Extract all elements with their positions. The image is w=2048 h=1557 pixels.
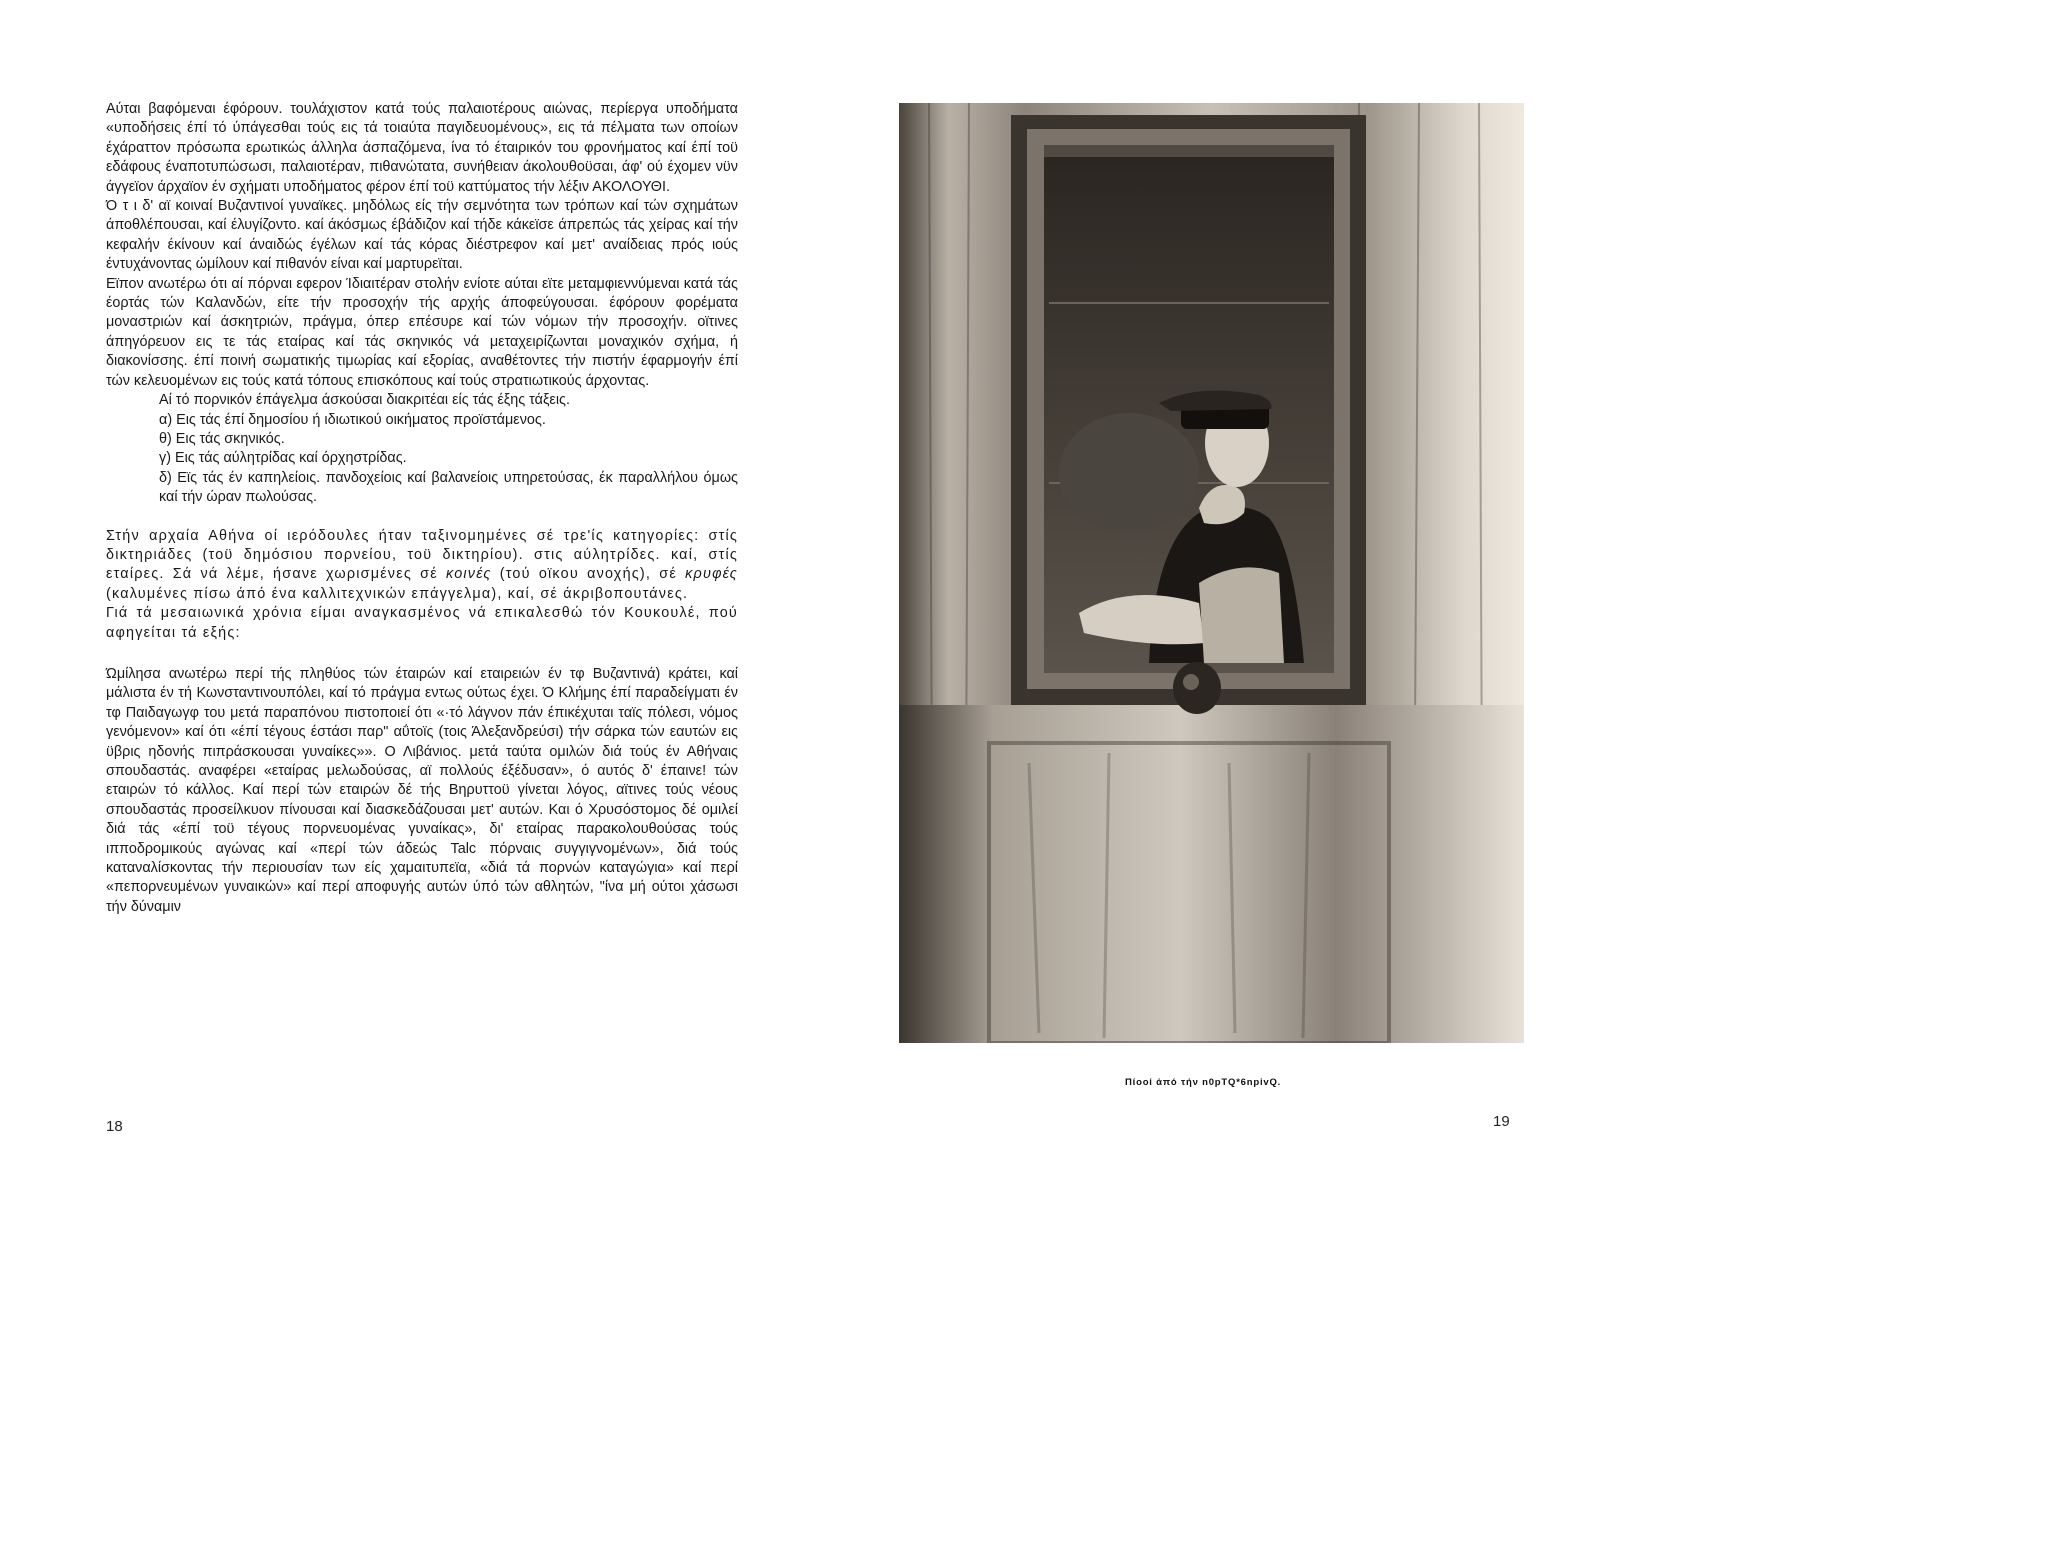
classes-list: [106, 391, 738, 507]
page-number-left: 18: [106, 1118, 123, 1135]
paragraph-attire: [106, 275, 738, 391]
paragraph-byzantine-women: [106, 197, 738, 275]
list-item: θ) Εις τάς σκηνικός.: [159, 430, 285, 447]
paragraph-footwear: [106, 100, 738, 197]
list-item: γ) Εις τάς αύλητρίδας καί όρχηστρίδας.: [159, 450, 407, 467]
paragraph-ancient-athens: [106, 527, 738, 643]
list-item: α) Εις τάς έπί δημοσίου ή ιδιωτικού οικήματος προϊστάμενος.: [159, 411, 546, 428]
text-paragraph: Αύται βαφόμεναι έφόρουν. τουλάχιστον κατά τούς παλαιοτέρους αιώνας, περίεργα υποδήματα «υποδήσεις έπί τό ύπάγεσθαι τούς εις τά τοιαύτα παγιδευομένους», εις τά πέλματα των οποίων έχάραττον πρόσωπα ερωτικώς άλληλα άσπαζόμενα, ίνα τό έταιρικόν του φρονήματος καί έπί τοϋ εδάφους έναποτυπώσωσι, παλαιοτέραν, πιθανώτατα, συνήθειαν άκολουθοϋσαι, άφ' ού έχομεν νϋν άγγεϊον άρχαϊον έν σχήματι υποδήματος φέρον έπί τοϋ καττύματος τήν λέξιν ΑΚΟΛΟΥΘΙ.: [106, 101, 738, 195]
text-run: (καλυμένες πίσω άπό ένα καλλιτεχνικών επάγγελμα), καί, σέ άκριβοπουτάνες.: [106, 585, 689, 602]
photo-caption: Πίοοί άπό τήν n0pTQ*6npivQ.: [1125, 1077, 1282, 1088]
door-photo-illustration: [899, 103, 1524, 1043]
italic-term: κοινές: [445, 566, 492, 583]
text-paragraph: Εϊπον ανωτέρω ότι αί πόρναι εφερον Ίδιαιτέραν στολήν ενίοτε αύται εϊτε μεταμφιεννύμεναι κατά τάς έορτάς τών Καλανδών, είτε τήν προσοχήν τής αρχής άποφεύγουσαι. έφόρουν φορέματα μοναστριών καί άσκητριών, πράγμα, όπερ επέσυρε καί τών νόμων τήν προσοχήν. οϊτινες άπηγόρευον εις τε τάς εταίρας καί τάς σκηνικός νά μεταχειρίζωνται μοναχικόν σχήμα, ή διακονίσσης. έπί ποινή σωματικής τιμωρίας καί εξορίας, αναθέτοντες τήν πιστήν έφαρμογήν έπί τών κελευομένων εις τούς κατά τόπους επισκόπους καί τούς στρατιωτικούς άρχοντας.: [106, 275, 738, 389]
left-page-text: [106, 100, 738, 917]
text-run: (τού οϊκου ανοχής), σέ: [491, 566, 686, 583]
list-item: δ) Εϊς τάς έν καπηλείοις. πανδοχείοις καί βαλανείοις υπηρετούσας, έκ παραλλήλου όμως καί τήν ώραν πωλούσας.: [159, 469, 738, 506]
text-paragraph: Ώμίλησα ανωτέρω περί τής πληθύος τών έταιρών καί εταιρειών έν τφ Βυζαντινά) κράτει, καί μάλιστα έν τή Κωνσταντινουπόλει, καί τό πράγμα εντως ούτως έχει. Ό Κλήμης έπί παραδείγματι έν τφ Παιδαγωγφ του μετά παραπόνου πιστοποιεί ότι «·τό λάγνον πάν έπικέχυται ταϊς πόλεσι, νόμος γενόμενον» καί ότι «έπί τέγους έστάσι παρ" αΰτοϊς (τοις Άλεξανδρεύσι) τήν σάρκα τών εαυτών εις ϋβρις ηδονής πιπράσκουσαι γυναίκες»». Ο Λιβάνιος. μετά ταύτα ομιλών διά τούς έν Αθήναις σπουδαστάς. αναφέρει «εταίρας μελωδούσας, αϊ πολλούς έξέδυσαν», ό αυτός δ' έπαινε! τών εταιρών τό κάλλος. Καί περί τών εταιρών δέ τής Βηρυττοϋ γίνεται λόγος, αϊτινες τούς νέους σπουδαστάς προσείλκυον πίνουσαι καί διασκεδάζουσαι μετ' αυτών. Και ό Χρυσόστομος δέ ομιλεί διά τάς «έπί τοϋ τέγους πορνευομένας γυναίκας», δι' εταίρας παρακολουθούσας τούς ιπποδρομικούς αγώνας καί «περί τών άδεώς Talc πόρναις συγγιγνομένων», διά τούς καταναλίσκοντας τήν περιουσίαν των είς χαμαιτυπεϊα, «διά τά πορνών καταγώγια» καί περί «πεπορνευμένων γυναικών» καί περί αποφυγής αυτών ύπό τών αθλητών, "ίνα μή ούτοι χάσωσι τήν δύναμιν: [106, 665, 738, 915]
list-item: Αί τό πορνικόν έπάγελμα άσκούσαι διακριτέαι είς τάς έξης τάξεις.: [159, 392, 570, 409]
quoted-passage: [106, 665, 738, 917]
italic-term: κρυφές: [685, 566, 738, 583]
text-paragraph: Ό τ ι δ' αϊ κοιναί Βυζαντινοί γυναϊκες. μηδόλως είς τήν σεμνότητα των τρόπων καί τών σχημάτων άποθλέπουσαι, καί έλυγίζοντο. καί άκόσμως έβάδιζον καί τήδε κάκεϊσε άπρεπώς τάς χείρας καί τήν κεφαλήν έκίνουν καί άναιδώς έγέλων καί τάς κόρας διέστρεφον καί μετ' αναίδειας πρός ιούς έντυχάνοντας ώμίλουν καί πιθανόν είναι καί μαρτυρεϊται.: [106, 198, 738, 273]
door-photograph: [899, 103, 1524, 1043]
page-number-right: 19: [1493, 1113, 1510, 1130]
text-paragraph: [106, 527, 738, 605]
text-run: Στήν αρχαία Αθήνα οί ιερόδουλες ήταν ταξινομημένες σέ τρε'ίς κατηγορίες: στίς δικτηριάδες (τοϋ δημόσιου πορνείου, τοϋ δικτηρίου). στις αύλητρίδες. καί, στίς εταίρες. Σά νά λέμε, ήσανε χωρισμένες σέ: [106, 527, 738, 583]
text-paragraph: Γιά τά μεσαιωνικά χρόνια είμαι αναγκασμένος νά επικαλεσθώ τόν Κουκουλέ, πού αφηγείται τά εξής:: [106, 605, 738, 641]
